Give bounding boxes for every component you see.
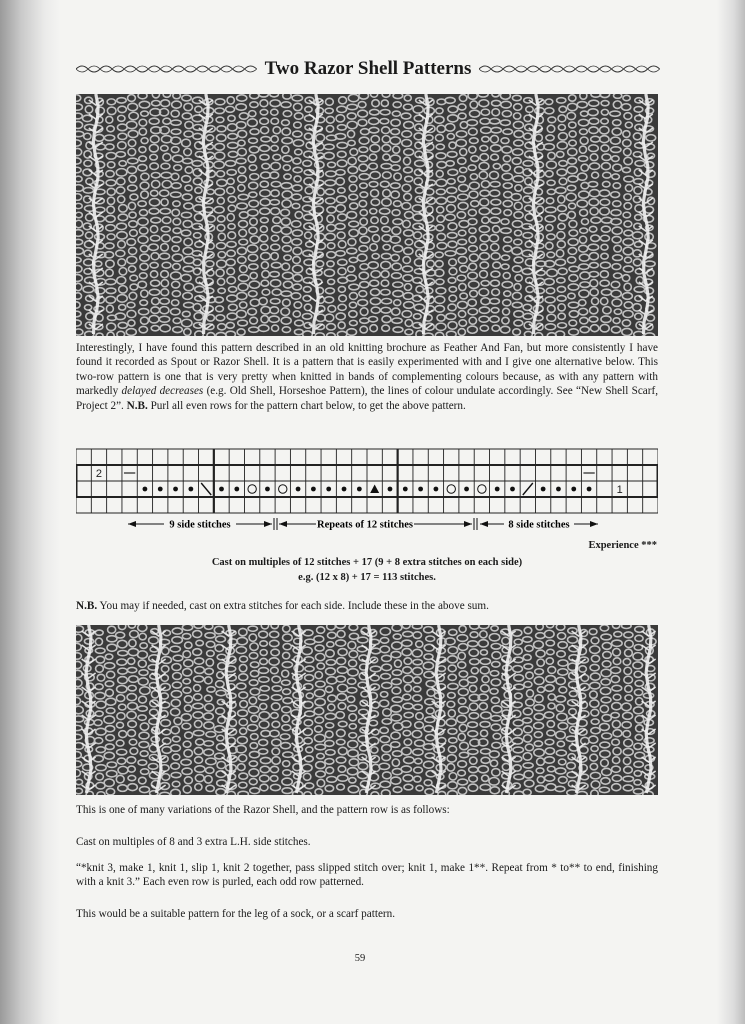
variation-pattern-row: “*knit 3, make 1, knit 1, slip 1, knit 2 together, pass slipped stitch over; knit 1, make 1**. Repeat from * to** to end, finishing with a knit 3.” Each even row is purled, each odd row patterned. [76, 862, 658, 889]
chart-yarn-over [447, 485, 455, 493]
chart-purl-dot [495, 487, 500, 492]
page-title: Two Razor Shell Patterns [264, 58, 472, 79]
intro-text-2: (e.g. Old Shell, Horseshoe Pattern), the lines of colour undulate accordingly. See “New Shell Scarf, Project 2”. [76, 385, 659, 412]
page-number: 59 [354, 953, 366, 964]
chart-purl-dot [434, 487, 439, 492]
repeat-label: Repeats of 12 stitches [317, 519, 413, 531]
chart-purl-dot [556, 487, 561, 492]
chart-purl-dot [143, 487, 148, 492]
intro-text-1: Interestingly, I have found this pattern described in an old knitting brochure as Feather And Fan, but more consistently I have found it recorded as Spout or Razor Shell. It is a pattern that is easily experimented with and I give one alternative below. This two-row pattern is one that is very pretty when knitted in bands of complementing colours because, as with any pattern with markedly [76, 342, 658, 398]
chart-row-label-2: 2 [95, 468, 103, 480]
lace-swatch-photo-bottom [76, 625, 658, 795]
side-left-label: 9 side stitches [169, 519, 231, 531]
chart-yarn-over [248, 485, 256, 493]
chart-purl-dot [388, 487, 393, 492]
chart-row-label-1: 1 [616, 484, 623, 496]
chart-purl-dot [510, 487, 515, 492]
left-flourish-ornament [76, 62, 257, 76]
note-nb: N.B. [76, 600, 98, 612]
chart-purl-dot [403, 487, 408, 492]
chart-purl-dot [357, 487, 362, 492]
intro-italic: delayed decreases [121, 385, 204, 398]
chart-stitch-ranges [76, 516, 658, 532]
chart-purl-dot [418, 487, 423, 492]
note-text: You may if needed, cast on extra stitches for each side. Include these in the above sum. [97, 600, 489, 612]
intro-text-3: Purl all even rows for the pattern chart below, to get the above pattern. [147, 399, 466, 412]
chart-purl-dot [265, 487, 270, 492]
chart-purl-dot [296, 487, 301, 492]
chart-left-decrease [201, 483, 211, 495]
cast-on-line-1: Cast on multiples of 12 stitches + 17 (9 + 8 extra stitches on each side) [211, 557, 523, 568]
variation-intro: This is one of many variations of the Razor Shell, and the pattern row is as follows: [76, 804, 450, 816]
variation-cast-on: Cast on multiples of 8 and 3 extra L.H. side stitches. [76, 836, 311, 848]
lace-swatch-photo-top [76, 94, 658, 336]
cast-on-instructions [76, 555, 658, 585]
intro-paragraph [76, 341, 658, 413]
chart-purl-dot [541, 487, 546, 492]
nb-note [76, 599, 658, 613]
chart-double-decrease [370, 485, 379, 494]
chart-right-decrease [523, 483, 533, 495]
chart-purl-dot [571, 487, 576, 492]
right-flourish-ornament [479, 62, 660, 76]
cast-on-line-2: e.g. (12 x 8) + 17 = 113 stitches. [298, 572, 436, 583]
intro-nb: N.B. [126, 399, 148, 412]
chart-purl-dot [188, 487, 193, 492]
side-right-label: 8 side stitches [508, 519, 570, 531]
chart-purl-dot [464, 487, 469, 492]
chart-purl-dot [311, 487, 316, 492]
knitting-chart [76, 448, 658, 516]
chart-purl-dot [587, 487, 592, 492]
title-row [76, 56, 660, 82]
chart-purl-dot [234, 487, 239, 492]
experience-rating: Experience *** [588, 540, 657, 551]
chart-yarn-over [279, 485, 287, 493]
chart-purl-dot [326, 487, 331, 492]
chart-purl-dot [173, 487, 178, 492]
chart-purl-dot [219, 487, 224, 492]
chart-purl-dot [342, 487, 347, 492]
chart-yarn-over [478, 485, 486, 493]
chart-purl-dot [158, 487, 163, 492]
variation-usage-note: This would be a suitable pattern for the leg of a sock, or a scarf pattern. [76, 908, 396, 920]
